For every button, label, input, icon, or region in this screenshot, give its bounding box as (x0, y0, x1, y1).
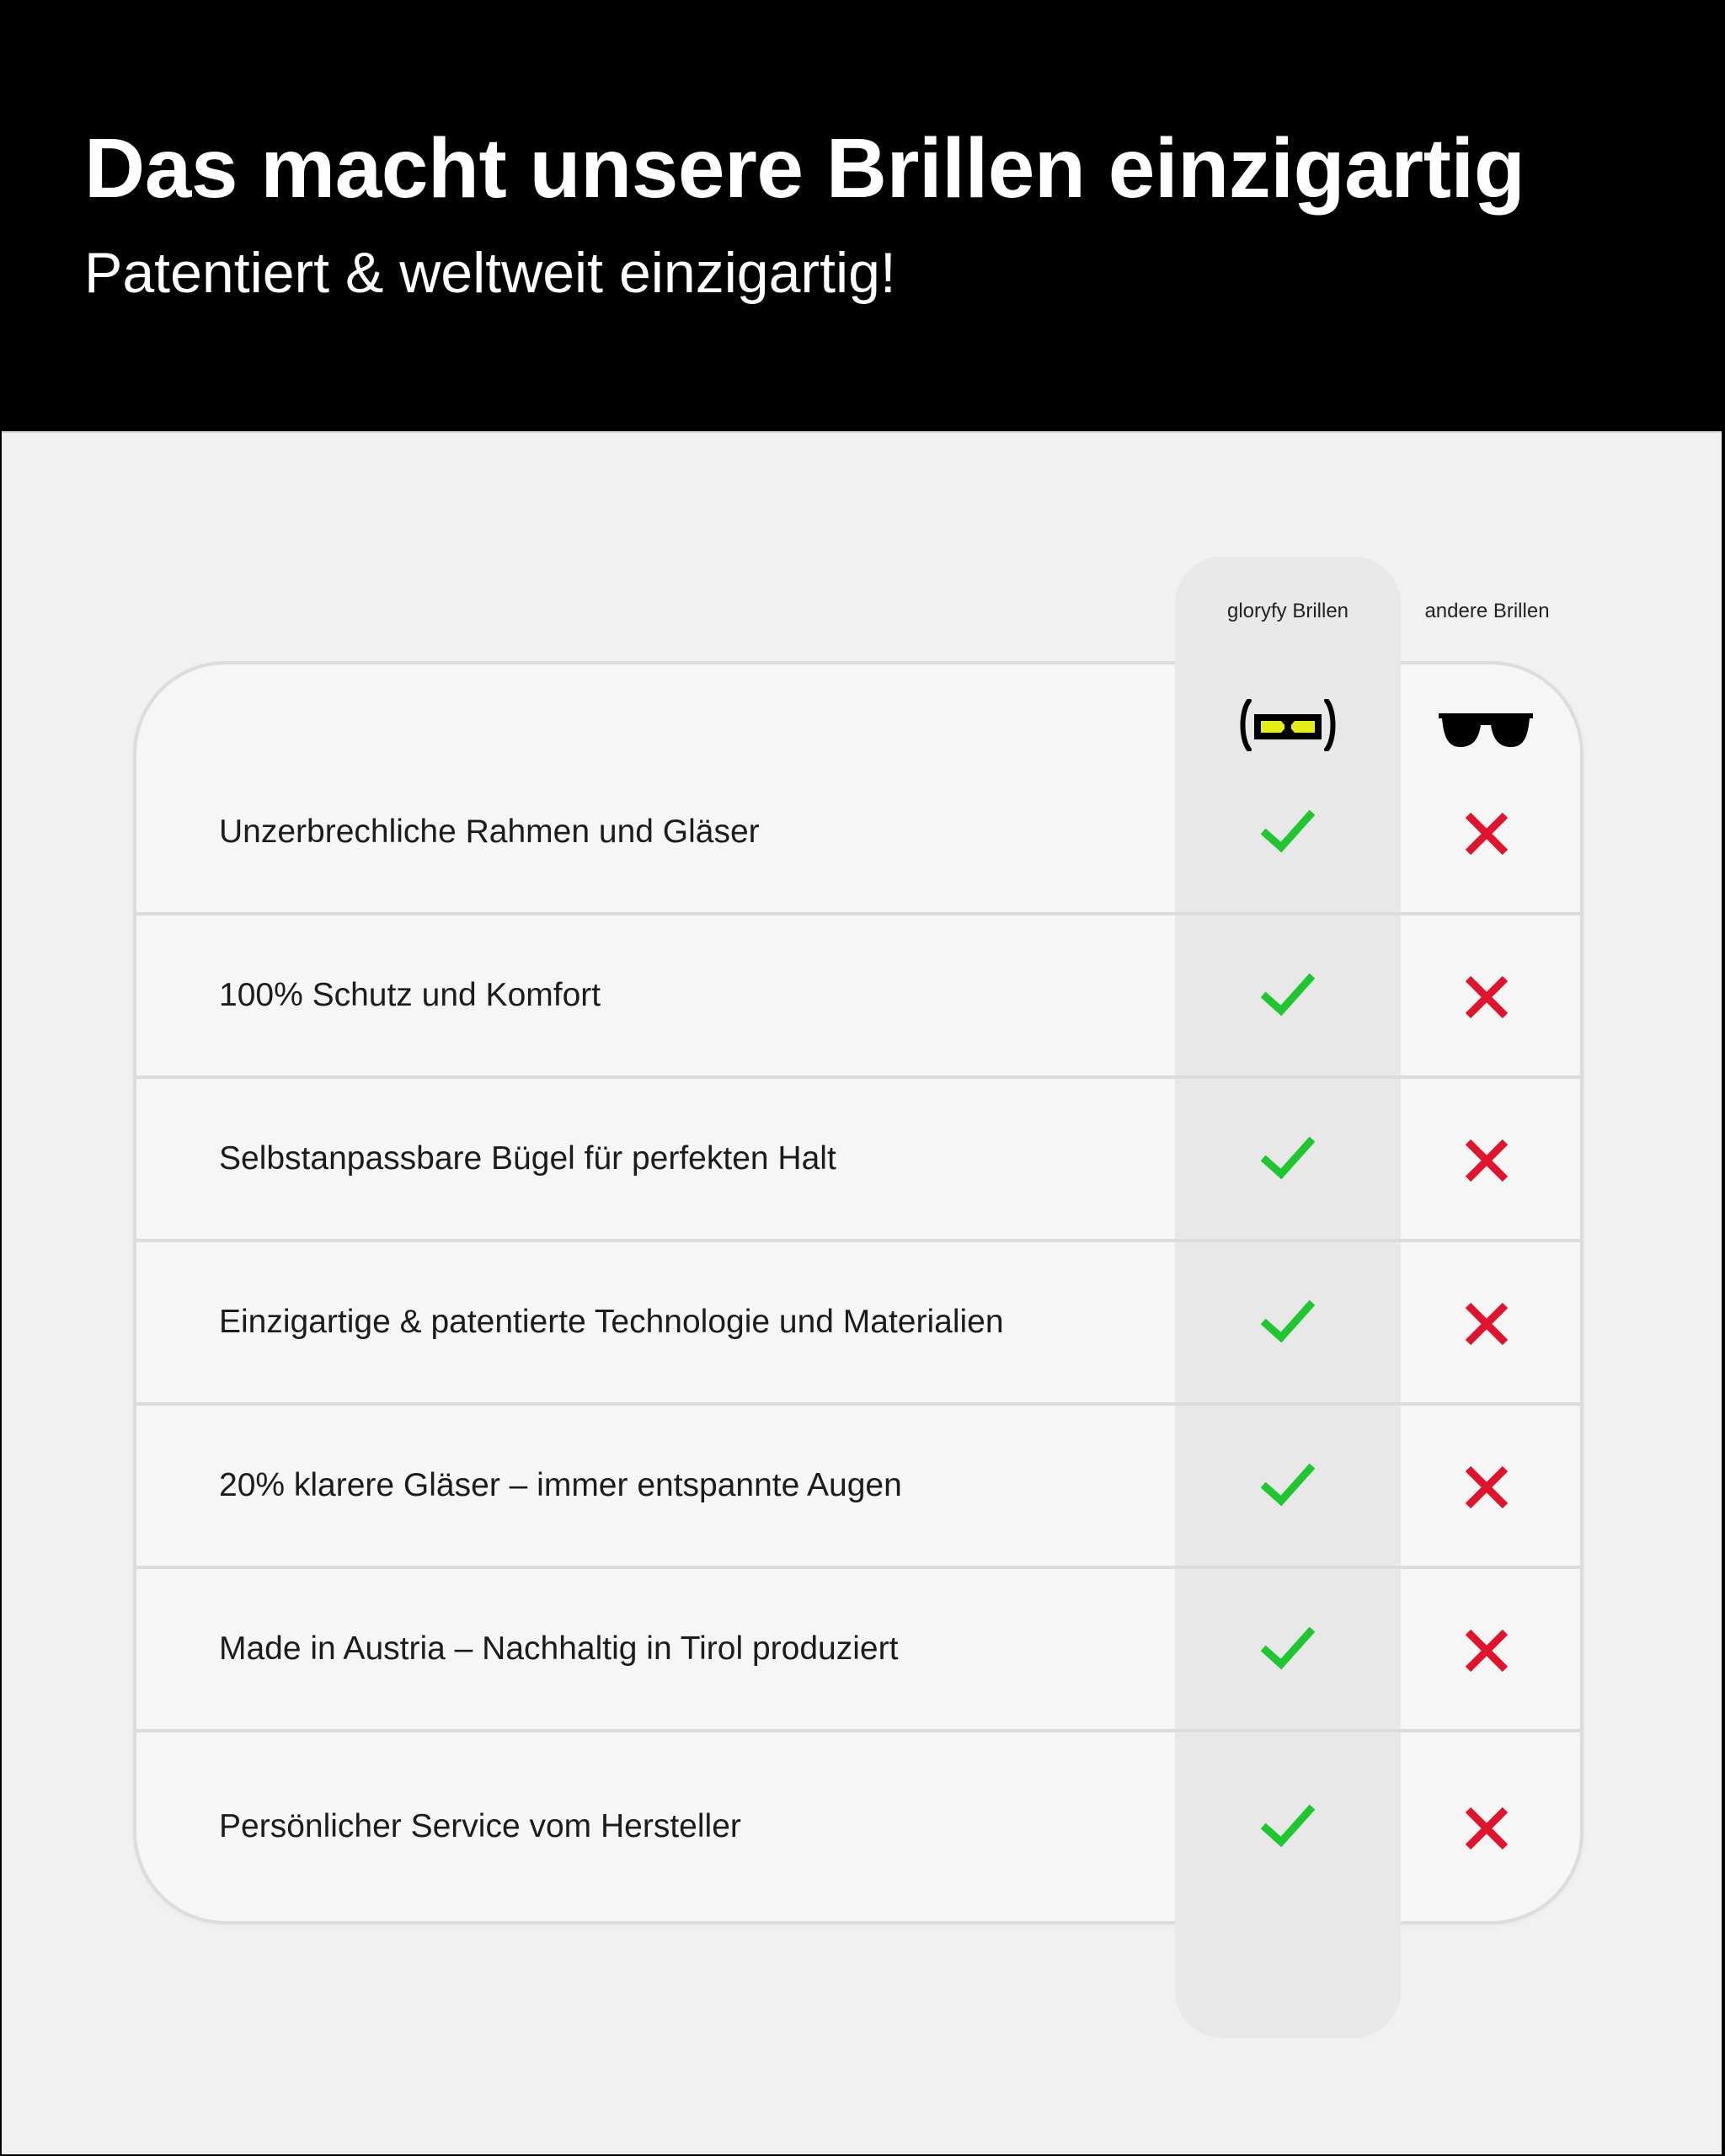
check-icon (1261, 969, 1315, 1022)
check-icon (1261, 1295, 1315, 1349)
row-divider (136, 1075, 1580, 1079)
cross-icon (1460, 1624, 1514, 1678)
feature-label: 100% Schutz und Komfort (219, 977, 601, 1013)
gloryfy-glasses-icon (1237, 699, 1338, 751)
cross-icon (1460, 1297, 1514, 1351)
page-subtitle: Patentiert & weltweit einzigartig! (84, 241, 896, 305)
feature-label: 20% klarere Gläser – immer entspannte Augen (219, 1467, 902, 1503)
feature-label: Unzerbrechliche Rahmen und Gläser (219, 814, 760, 850)
cross-icon (1460, 1460, 1514, 1514)
row-divider (136, 1729, 1580, 1732)
cross-icon (1460, 1801, 1514, 1855)
check-icon (1261, 1459, 1315, 1513)
feature-label: Einzigartige & patentierte Technologie und Materialien (219, 1304, 1004, 1340)
row-divider (136, 912, 1580, 915)
feature-label: Made in Austria – Nachhaltig in Tirol produziert (219, 1630, 899, 1667)
row-divider (136, 1566, 1580, 1569)
check-icon (1261, 1132, 1315, 1186)
check-icon (1261, 805, 1315, 859)
sunglasses-icon (1437, 710, 1535, 752)
cross-icon (1460, 970, 1514, 1024)
cross-icon (1460, 1134, 1514, 1187)
header-banner (0, 0, 1725, 431)
column-header-gloryfy: gloryfy Brillen (1226, 600, 1349, 622)
row-divider (136, 1402, 1580, 1406)
column-header-other: andere Brillen (1424, 600, 1550, 622)
cross-icon (1460, 807, 1514, 861)
feature-label: Persönlicher Service vom Hersteller (219, 1808, 741, 1844)
row-divider (136, 1239, 1580, 1242)
check-icon (1261, 1800, 1315, 1854)
check-icon (1261, 1622, 1315, 1676)
page-title: Das macht unsere Brillen einzigartig (84, 121, 1525, 216)
feature-label: Selbstanpassbare Bügel für perfekten Halt (219, 1140, 836, 1177)
